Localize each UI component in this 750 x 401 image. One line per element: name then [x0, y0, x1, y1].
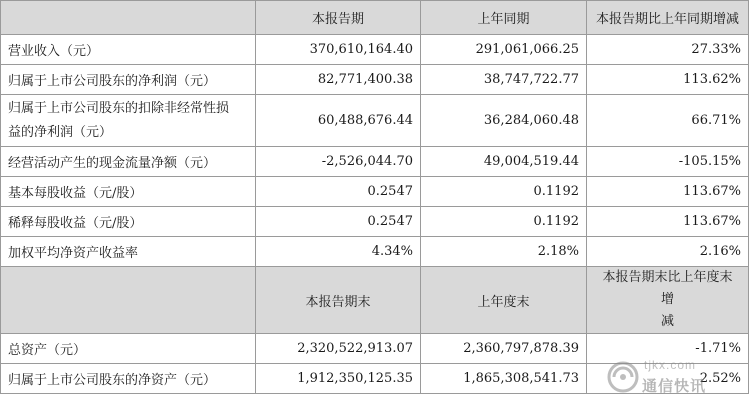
table-row — [1, 237, 749, 267]
row-current-value: 60,488,676.44 — [256, 95, 421, 147]
row-change-value: 27.33% — [587, 35, 749, 65]
table-row — [1, 35, 749, 65]
header-current-period: 本报告期 — [256, 1, 421, 35]
row-prior-value: 0.1192 — [421, 177, 587, 207]
row-label: 经营活动产生的现金流量净额（元） — [1, 147, 256, 177]
row-label-line2: 益的净利润（元） — [8, 124, 113, 140]
row-label: 营业收入（元） — [1, 35, 256, 65]
row-change-value: 113.67% — [587, 177, 749, 207]
row-current-value: 82,771,400.38 — [256, 65, 421, 95]
table-header-row — [1, 1, 749, 35]
row-label: 稀释每股收益（元/股） — [1, 207, 256, 237]
row-prior-value: 36,284,060.48 — [421, 95, 587, 147]
table-row — [1, 147, 749, 177]
row-change-value: 2.52% — [587, 364, 749, 394]
header-prior-period: 上年同期 — [421, 1, 587, 35]
table-row — [1, 207, 749, 237]
header-period-end: 本报告期末 — [256, 267, 421, 334]
row-label: 加权平均净资产收益率 — [1, 237, 256, 267]
row-current-value: 1,912,350,125.35 — [256, 364, 421, 394]
header-change: 本报告期比上年同期增减 — [587, 1, 749, 35]
row-label: 总资产（元） — [1, 334, 256, 364]
row-change-value: 66.71% — [587, 95, 749, 147]
header-blank-cell — [1, 267, 256, 334]
row-current-value: 0.2547 — [256, 207, 421, 237]
table-row — [1, 177, 749, 207]
row-prior-value: 0.1192 — [421, 207, 587, 237]
header-blank-cell — [1, 1, 256, 35]
watermark-text: 通信快讯 — [642, 378, 707, 395]
row-current-value: -2,526,044.70 — [256, 147, 421, 177]
row-label: 归属于上市公司股东的净资产（元） — [1, 364, 256, 394]
row-label: 归属于上市公司股东的净利润（元） — [1, 65, 256, 95]
tjkx-logo-icon — [606, 360, 640, 394]
row-prior-value: 38,747,722.77 — [421, 65, 587, 95]
header-prior-year-end: 上年度末 — [421, 267, 587, 334]
row-prior-value: 49,004,519.44 — [421, 147, 587, 177]
row-change-value: -1.71% — [587, 334, 749, 364]
watermark — [606, 356, 746, 398]
row-change-value: 113.62% — [587, 65, 749, 95]
row-current-value: 370,610,164.40 — [256, 35, 421, 65]
row-prior-value: 2,360,797,878.39 — [421, 334, 587, 364]
row-label-line1: 归属于上市公司股东的扣除非经常性损 — [8, 100, 230, 116]
row-label — [1, 95, 256, 147]
row-change-value: -105.15% — [587, 147, 749, 177]
table-row — [1, 65, 749, 95]
row-change-value: 2.16% — [587, 237, 749, 267]
table-row — [1, 95, 749, 147]
header-change-2 — [587, 267, 749, 334]
row-current-value: 0.2547 — [256, 177, 421, 207]
watermark-url: tjkx.com — [644, 358, 697, 372]
row-current-value: 2,320,522,913.07 — [256, 334, 421, 364]
header-change-line1: 本报告期末比上年度末增 — [602, 270, 733, 307]
row-prior-value: 291,061,066.25 — [421, 35, 587, 65]
row-prior-value: 2.18% — [421, 237, 587, 267]
row-label: 基本每股收益（元/股） — [1, 177, 256, 207]
row-change-value: 113.67% — [587, 207, 749, 237]
row-prior-value: 1,865,308,541.73 — [421, 364, 587, 394]
table-header-row-2 — [1, 267, 749, 334]
header-change-line2: 减 — [660, 314, 674, 329]
row-current-value: 4.34% — [256, 237, 421, 267]
